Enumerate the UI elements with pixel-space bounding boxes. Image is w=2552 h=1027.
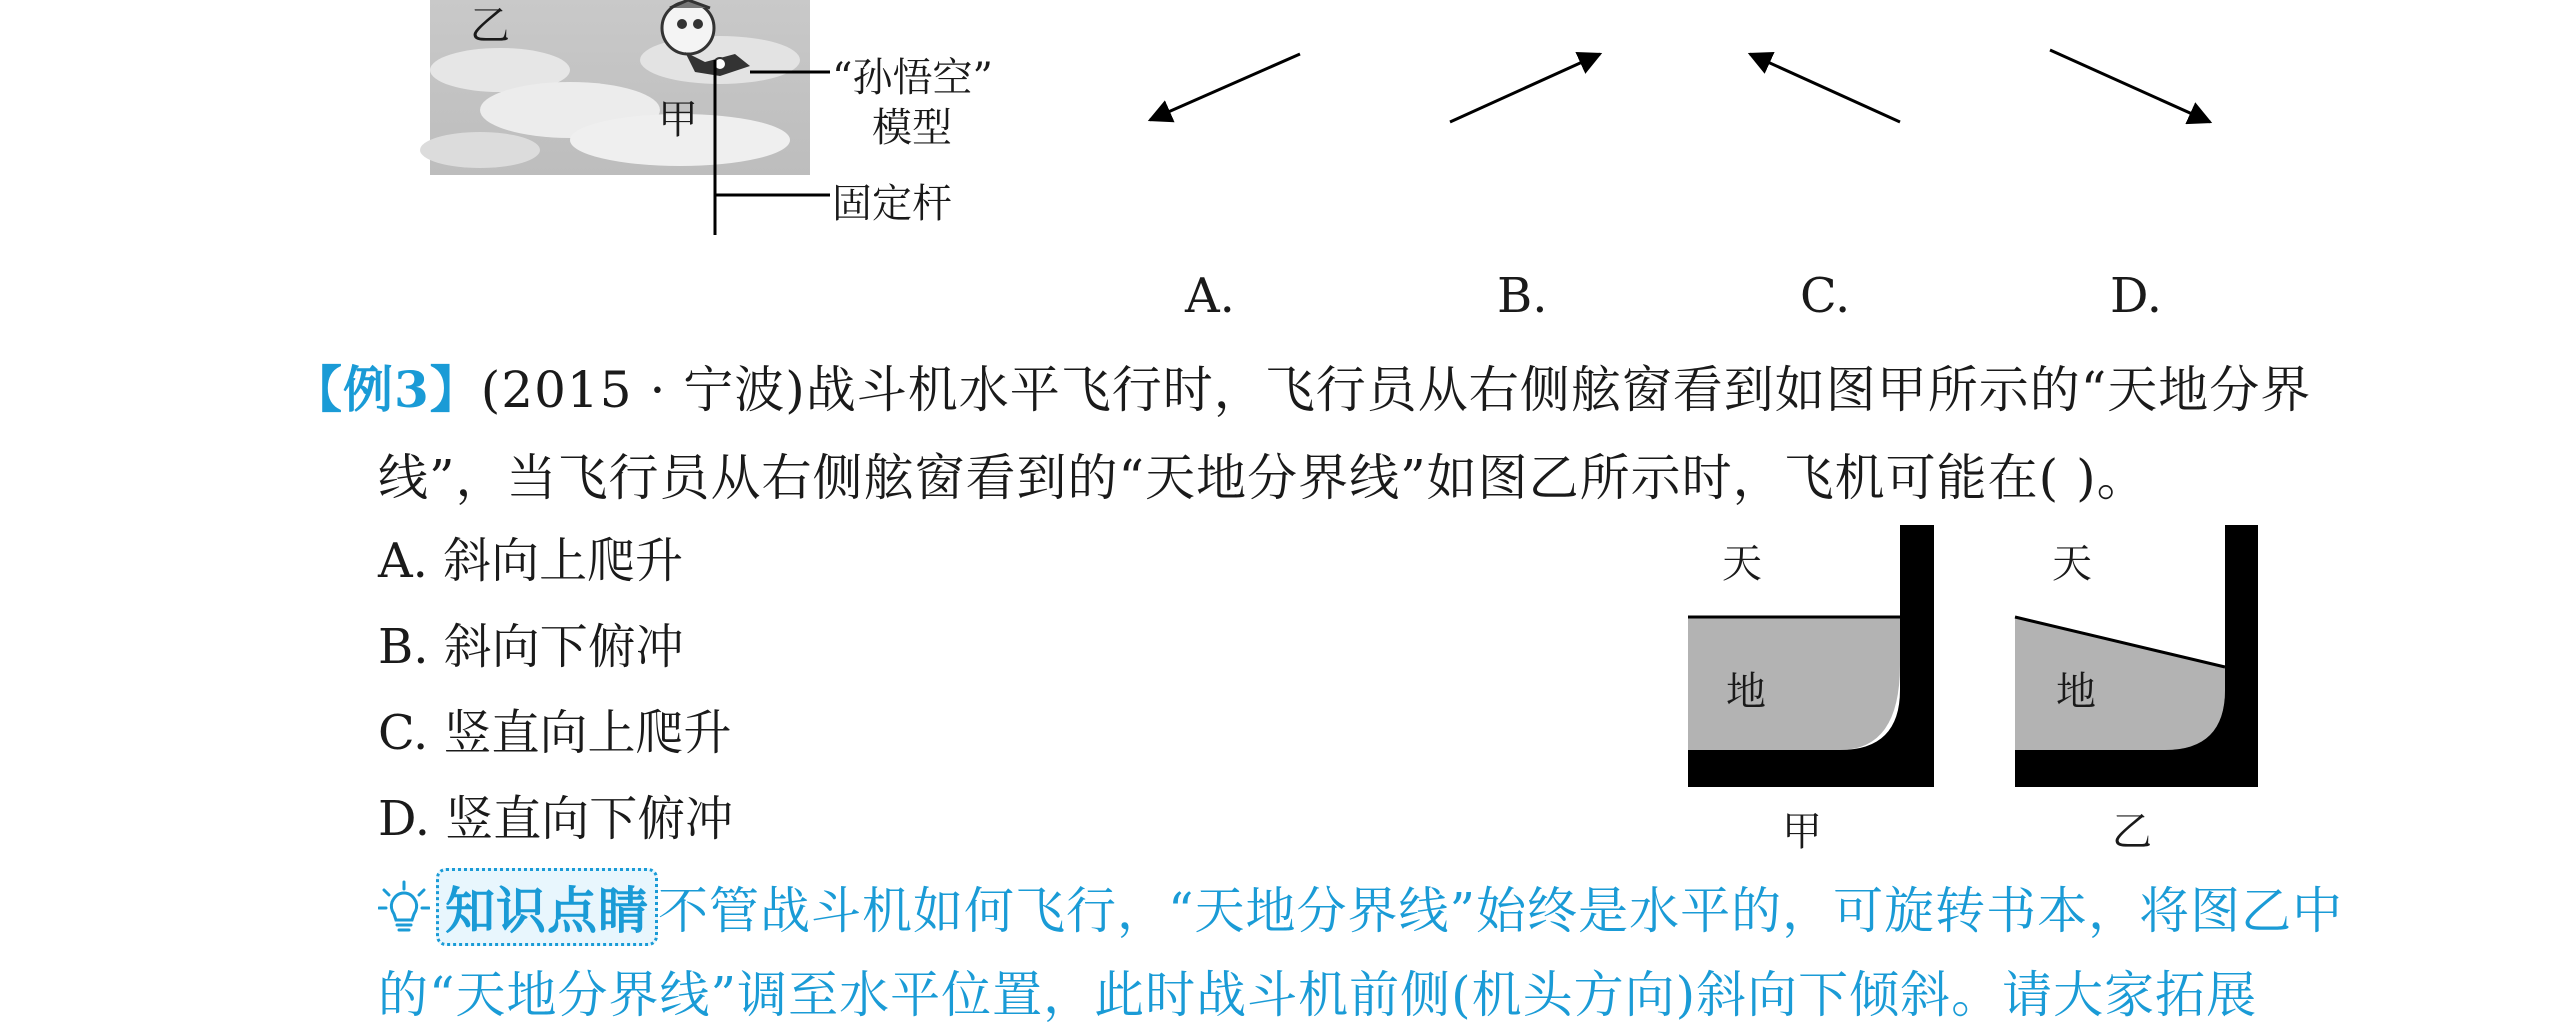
model-label-line2: 模型 xyxy=(872,105,952,151)
knowledge-line-1 xyxy=(378,868,2343,946)
example-tag: 例3 xyxy=(343,360,430,419)
yi-ground-label: 地 xyxy=(2056,669,2096,715)
choice-d: D. 竖直向下俯冲 xyxy=(378,791,734,847)
arrow-option-c: C. xyxy=(1800,268,1851,324)
label-yi: 乙 xyxy=(470,3,510,49)
arrow-d-icon xyxy=(2050,50,2210,122)
jia-sky-label: 天 xyxy=(1722,541,1762,587)
arrow-c-icon xyxy=(1750,54,1900,122)
arrow-option-b: B. xyxy=(1497,268,1548,324)
jia-caption: 甲 xyxy=(1782,809,1822,855)
knowledge-text-line2: 的“天地分界线”调至水平位置，此时战斗机前侧(机头方向)斜向下倾斜。请大家拓展 xyxy=(378,966,2258,1024)
window-figures xyxy=(1680,525,2260,795)
choice-c: C. 竖直向上爬升 xyxy=(378,705,732,761)
example-tag-open: 【 xyxy=(292,360,343,419)
model-label-line1: “孙悟空” xyxy=(832,55,993,101)
example-question-line1: (2015 · 宁波)战斗机水平飞行时，飞行员从右侧舷窗看到如图甲所示的“天地分界 xyxy=(480,361,2312,419)
arrow-option-a: A. xyxy=(1185,268,1235,324)
example-line-1 xyxy=(292,350,2311,422)
example-tag-close: 】 xyxy=(429,360,481,419)
example-question-line2: 线”，当飞行员从右侧舷窗看到的“天地分界线”如图乙所示时，飞机可能在( )。 xyxy=(378,449,2148,507)
lightbulb-icon xyxy=(378,880,430,936)
arrow-option-d: D. xyxy=(2110,268,2163,324)
arrow-a-icon xyxy=(1150,54,1300,120)
rod-label: 固定杆 xyxy=(832,181,952,227)
choice-b: B. 斜向下俯冲 xyxy=(378,619,684,675)
yi-caption: 乙 xyxy=(2112,809,2152,855)
jia-ground-label: 地 xyxy=(1726,669,1766,715)
label-jia: 甲 xyxy=(658,97,698,143)
knowledge-text-line1: 不管战斗机如何飞行，“天地分界线”始终是水平的，可旋转书本，将图乙中 xyxy=(658,882,2344,940)
choice-a: A. 斜向上爬升 xyxy=(378,533,684,589)
knowledge-label: 知识点睛 xyxy=(436,868,658,946)
arrow-b-icon xyxy=(1450,54,1600,122)
arrow-options xyxy=(1120,40,2240,140)
yi-sky-label: 天 xyxy=(2052,541,2092,587)
